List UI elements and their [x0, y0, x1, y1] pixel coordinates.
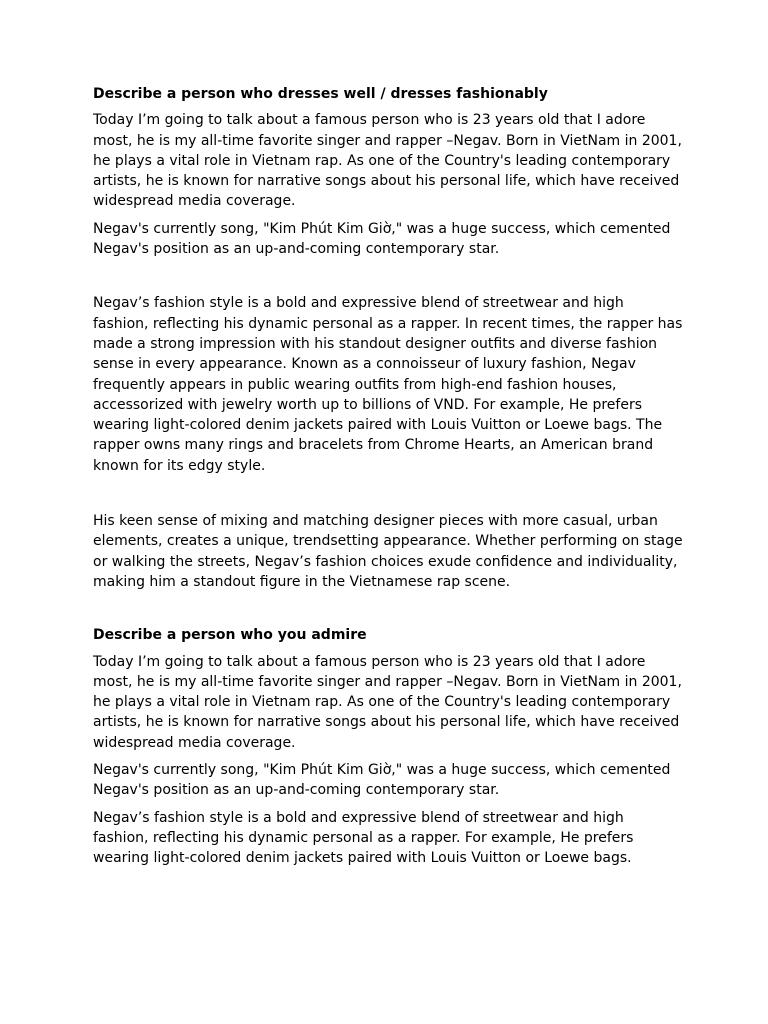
- paragraph-fashion-style: Negav’s fashion style is a bold and expressive blend of streetwear and high fashion, reflecting his dynamic personal as a rapper. In recent times, the rapper has made a strong impression with his standout designer outfits and diverse fashion sense in every appearance. Known as a connoisseur of luxury fashion, Negav frequently appears in public wearing outfits from high-end fashion houses, accessorized with jewelry worth up to billions of VND. For example, He prefers wearing light-colored denim jackets paired with Louis Vuitton or Loewe bags. The rapper owns many rings and bracelets from Chrome Hearts, an American brand known for its edgy style.: [93, 295, 683, 474]
- paragraph-song: Negav's currently song, "Kim Phút Kim Giờ," was a huge success, which cemented Negav's position as an up-and-coming contemporary star.: [93, 220, 671, 258]
- section-heading-admire: Describe a person who you admire: [93, 627, 367, 644]
- section-heading-dresses-well: Describe a person who dresses well / dresses fashionably: [93, 86, 548, 102]
- paragraph-intro-2: Today I’m going to talk about a famous person who is 23 years old that I adore most, he is my all-time favorite singer and rapper –Negav. Born in VietNam in 2001, he plays a vital role in Vietnam rap. As one of the Country's leading contemporary artists, he is known for narrative songs about his personal life, which have received widespread media coverage.: [93, 653, 682, 751]
- paragraph-song-2: Negav's currently song, "Kim Phút Kim Giờ," was a huge success, which cemented Negav's position as an up-and-coming contemporary star.: [93, 762, 671, 799]
- paragraph-mixing-matching: His keen sense of mixing and matching designer pieces with more casual, urban elements, creates a unique, trendsetting appearance. Whether performing on stage or walking the streets, Negav’s fashion choices exude confidence and individuality, making him a standout figure in the Vietnamese rap scene.: [93, 513, 683, 590]
- paragraph-fashion-style-2: Negav’s fashion style is a bold and expressive blend of streetwear and high fashion, reflecting his dynamic personal as a rapper. For example, He prefers wearing light-colored denim jackets paired with Louis Vuitton or Loewe bags.: [93, 809, 634, 867]
- document-body: [93, 84, 683, 876]
- paragraph-intro: Today I’m going to talk about a famous person who is 23 years old that I adore most, he is my all-time favorite singer and rapper –Negav. Born in VietNam in 2001, he plays a vital role in Vietnam rap. As one of the Country's leading contemporary artists, he is known for narrative songs about his personal life, which have received widespread media coverage.: [93, 112, 682, 210]
